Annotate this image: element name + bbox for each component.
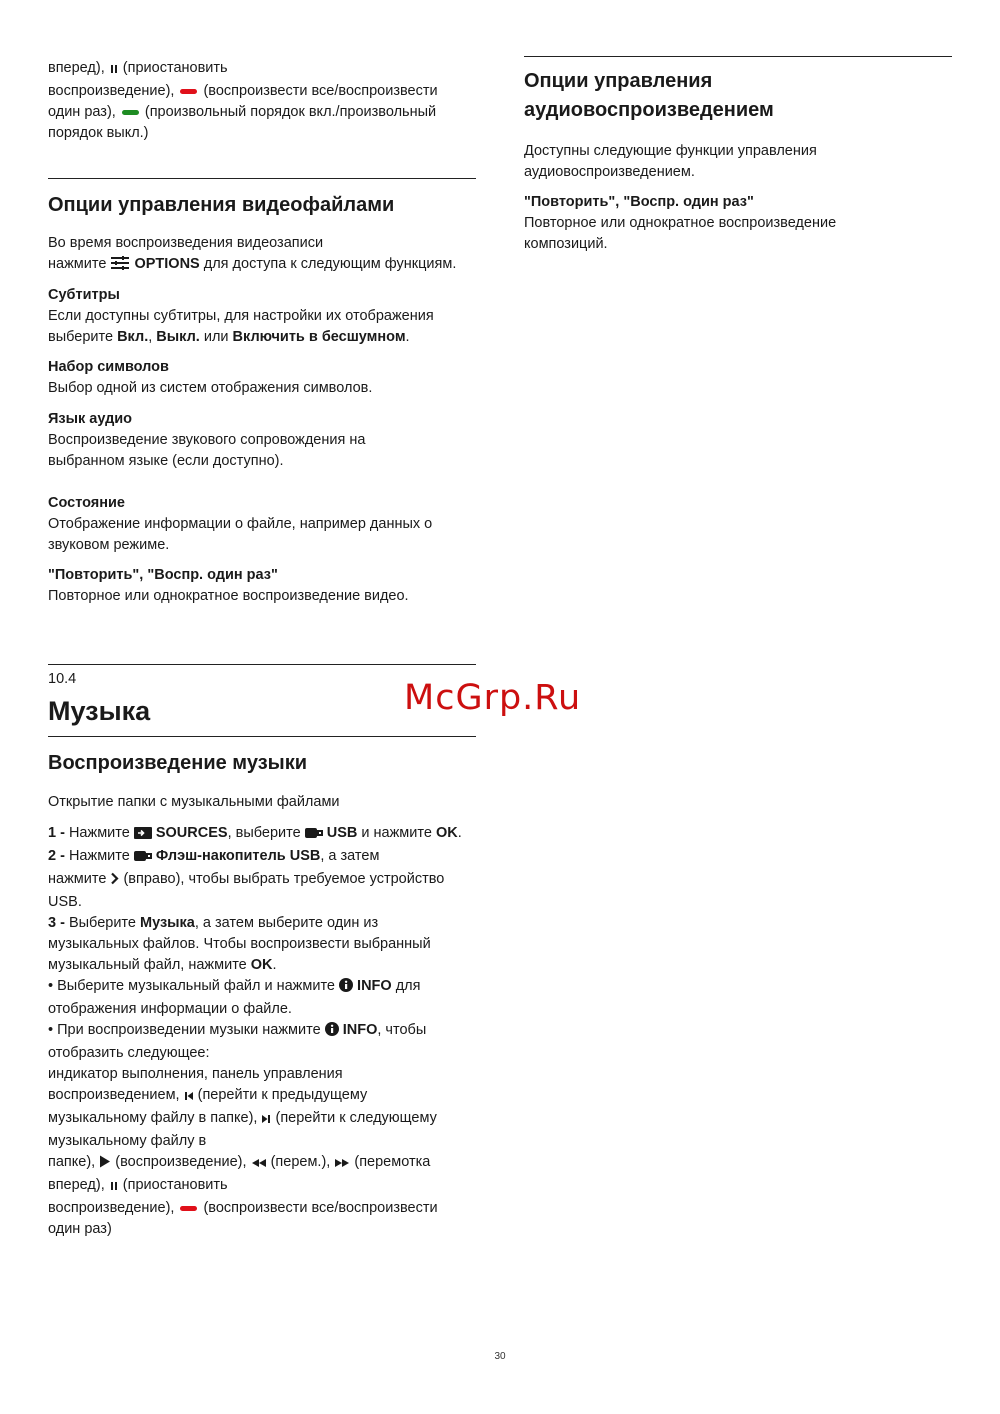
audio-options-heading: Опции управления аудиовоспроизведением: [524, 70, 774, 121]
watermark: McGrp.Ru: [404, 678, 582, 718]
music-playback-heading: Воспроизведение музыки: [48, 752, 308, 774]
video-intro: Во время воспроизведения видеозаписи нажмите OPTIONS для доступа к следующим функциям.: [48, 233, 476, 277]
audio-language-item: Язык аудио Воспроизведение звукового сопровождения на выбранном языке (если доступно).: [48, 411, 366, 469]
usb-icon: [305, 825, 323, 846]
title-divider: [48, 736, 476, 737]
charset-item: Набор символов Выбор одной из систем отображения символов.: [48, 359, 373, 396]
repeat-audio-item: "Повторить", "Воспр. один раз" Повторное или однократное воспроизведение композиций.: [524, 194, 837, 252]
pause-icon: [109, 60, 119, 81]
section-divider: [48, 178, 476, 179]
rewind-icon: [251, 1154, 267, 1175]
page-number: 30: [494, 1351, 506, 1362]
chapter-divider: [48, 664, 476, 665]
red-key-icon: [180, 1206, 197, 1211]
info-icon: [325, 1022, 339, 1043]
red-key-icon: [180, 89, 197, 94]
music-steps: 1 - Нажмите SOURCES, выберите USB и нажмите OK. 2 - Нажмите Флэш-накопитель USB, а затем нажмите (вправо), чтобы выбрать требуемое устройство USB. 3 - Выберите Музыка, а затем выберите один из музыкальных файлов. Чтобы воспроизвести выбранный музыкальный файл, нажмите OK. • Выберите музыкальный файл и нажмите INFO для отображения информации о файле. • При воспроизведении музыки нажмите INFO, чтобы отобразить следующее: индикатор выполнения, панель управления воспроизведением, (перейти к предыдущему музыкальному файлу в папке), (перейти к следующему музыкальному файлу в папке), (воспроизведение), (перем.), (перемотка вперед), (приостановить воспроизведение), (воспроизвести все/воспроизвести один раз): [48, 825, 462, 1237]
section-title: Музыка: [48, 696, 151, 726]
section-divider: [524, 56, 952, 57]
section-number: 10.4: [48, 671, 77, 687]
audio-intro: Доступны следующие функции управления аудиовоспроизведением.: [524, 143, 817, 180]
subtitles-item: Субтитры Если доступны субтитры, для настройки их отображения выберите Вкл., Выкл. или Включить в бесшумном.: [48, 287, 434, 345]
pause-icon: [109, 1177, 119, 1198]
usb-icon: [134, 848, 152, 869]
play-icon: [99, 1154, 111, 1175]
previous-icon: [184, 1087, 194, 1108]
options-icon: [110, 256, 130, 277]
green-key-icon: [122, 110, 139, 115]
repeat-video-item: "Повторить", "Воспр. один раз" Повторное или однократное воспроизведение видео.: [48, 567, 409, 604]
status-item: Состояние Отображение информации о файле, например данных о звуковом режиме.: [48, 495, 433, 553]
music-intro: Открытие папки с музыкальными файлами: [48, 794, 340, 810]
fast-forward-icon: [334, 1154, 350, 1175]
continued-paragraph: вперед), (приостановить воспроизведение), (воспроизвести все/воспроизвести один раз), (произвольный порядок вкл./произвольный порядок выкл.): [48, 60, 438, 141]
next-icon: [261, 1110, 271, 1131]
video-options-heading: Опции управления видеофайлами: [48, 194, 395, 216]
sources-icon: [134, 825, 152, 846]
info-icon: [339, 978, 353, 999]
